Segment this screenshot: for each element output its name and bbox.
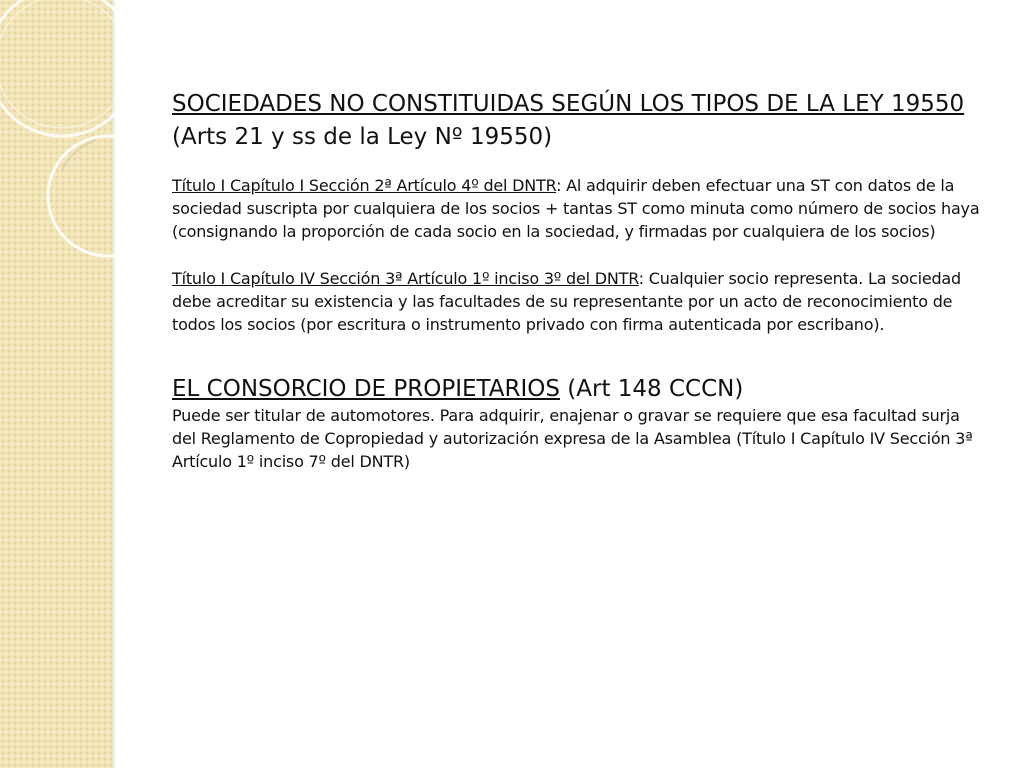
slide-content xyxy=(172,88,988,473)
section2-heading xyxy=(172,374,988,404)
section1-paragraph-2 xyxy=(172,267,988,336)
section1-paragraph-2-text: : Cualquier socio representa. La sociedad debe acreditar su existencia y las facultades de su representante por un acto de reconocimiento de todos los socios (por escritura o instrumento privado con firma autenticada por escribano). xyxy=(172,269,961,334)
dntr-reference-1: Título I Capítulo I Sección 2ª Artículo 4º del DNTR xyxy=(172,176,557,195)
section1-paragraph-1-text: : Al adquirir deben efectuar una ST con datos de la sociedad suscripta por cualquiera de los socios + tantas ST como minuta como número de socios haya (consignando la proporción de cada socio en la sociedad, y firmadas por cualquiera de los socios) xyxy=(172,176,980,241)
section2-paragraph: Puede ser titular de automotores. Para adquirir, enajenar o gravar se requiere que esa facultad surja del Reglamento de Copropiedad y autorización expresa de la Asamblea (Título I Capítulo IV Sección 3ª Artículo 1º inciso 7º del DNTR) xyxy=(172,406,973,471)
side-band-edge xyxy=(112,0,116,768)
section2-heading-underlined: EL CONSORCIO DE PROPIETARIOS xyxy=(172,376,560,402)
section1-paragraph-1 xyxy=(172,174,988,243)
dntr-reference-2: Título I Capítulo IV Sección 3ª Artículo 1º inciso 3º del DNTR xyxy=(172,269,639,288)
section1-heading-underlined: SOCIEDADES NO CONSTITUIDAS SEGÚN LOS TIPOS DE LA LEY 19550 xyxy=(172,91,965,117)
section1-heading-rest: (Arts 21 y ss de la Ley Nº 19550) xyxy=(172,124,553,150)
section2-heading-rest: (Art 148 CCCN) xyxy=(559,376,744,402)
section1-heading xyxy=(172,88,988,154)
decorative-side-band xyxy=(0,0,112,768)
